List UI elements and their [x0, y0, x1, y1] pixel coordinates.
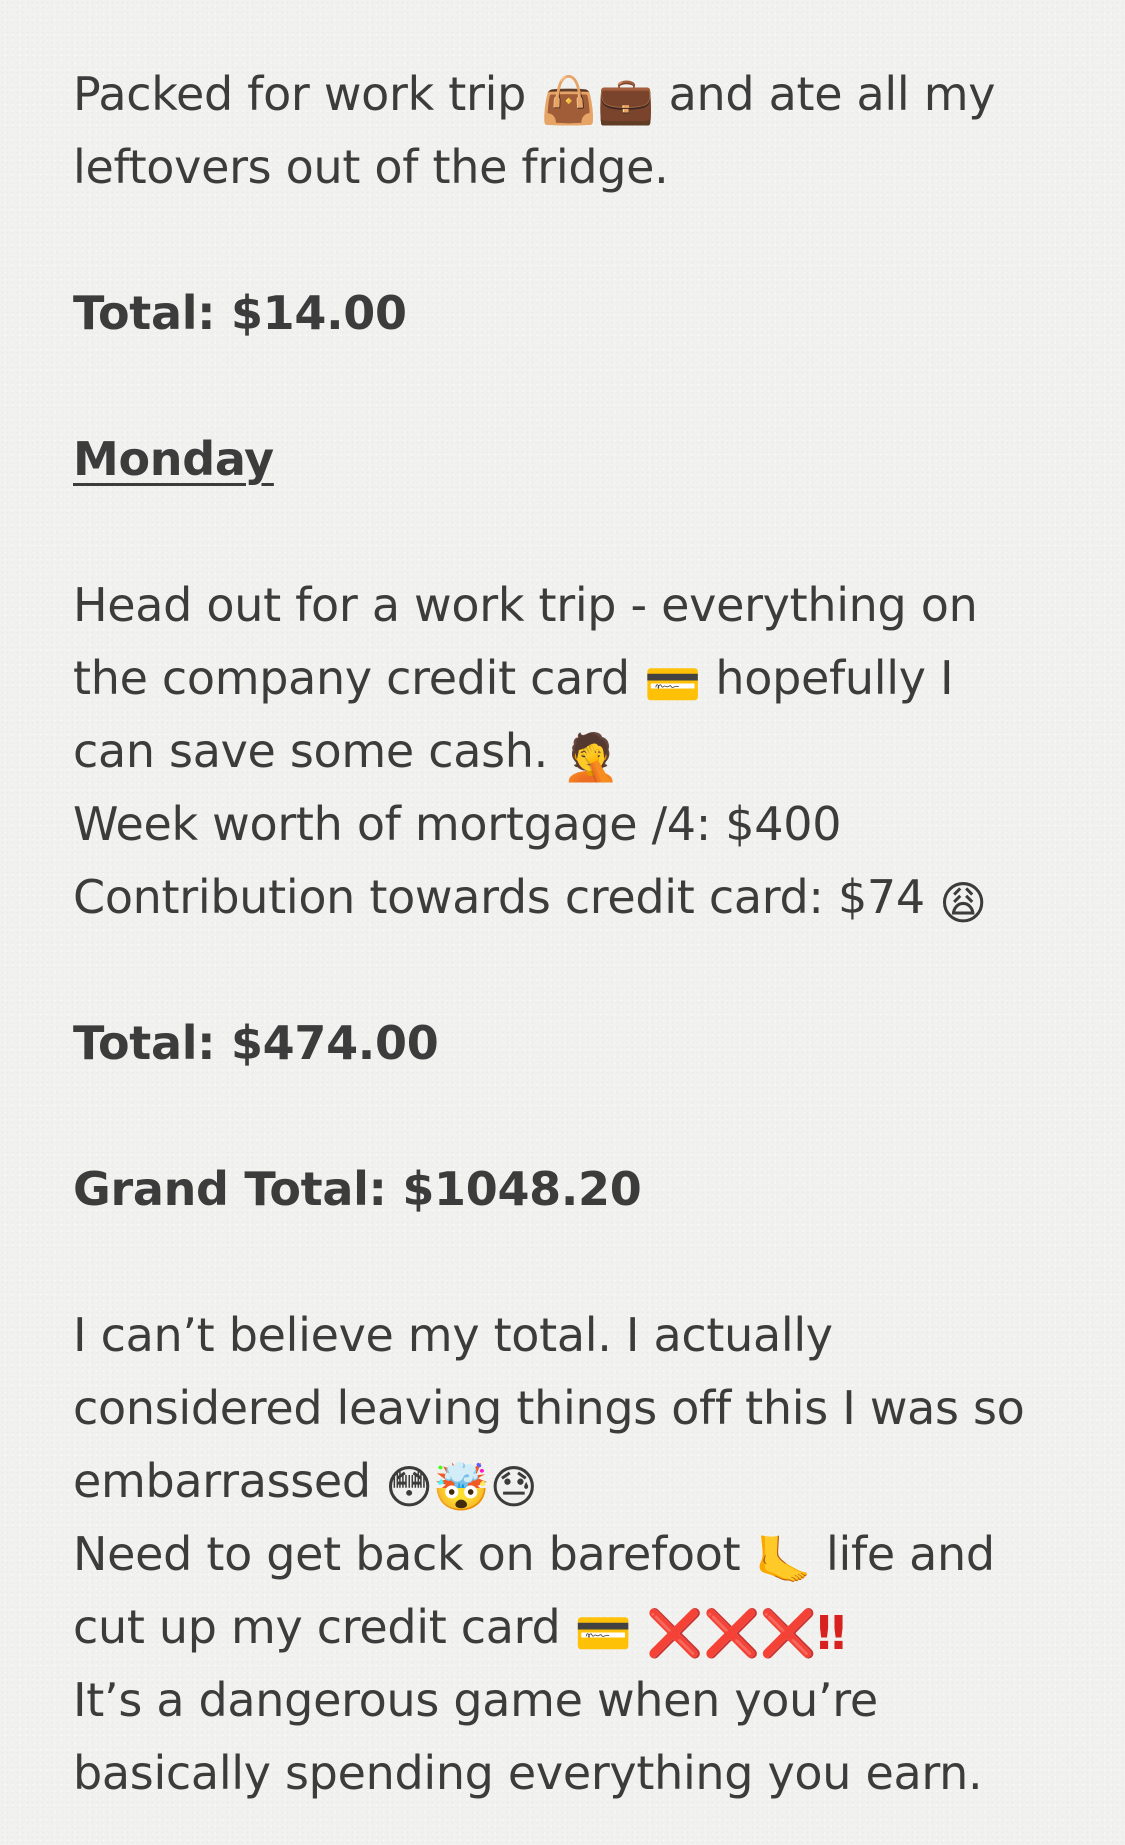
text-line	[73, 1591, 1073, 1664]
text-line	[73, 861, 1073, 934]
text-span: embarrassed	[73, 1454, 386, 1508]
text-span: and ate all my	[654, 67, 996, 121]
blank-line	[73, 496, 1073, 569]
text-span: the company credit card	[73, 651, 645, 705]
text-line: considered leaving things off this I was so	[73, 1381, 1025, 1435]
blank-line	[73, 1080, 1073, 1153]
text-span: life and	[811, 1527, 995, 1581]
foot-icon: 🦶	[754, 1533, 812, 1587]
text-line	[73, 58, 1073, 131]
text-line: Week worth of mortgage /4: $400	[73, 797, 842, 851]
total-line: Total: $14.00	[73, 286, 407, 340]
text-line: Head out for a work trip - everything on	[73, 578, 978, 632]
text-line: It’s a dangerous game when you’re	[73, 1673, 878, 1727]
double-exclamation-icon: ‼	[816, 1606, 846, 1660]
text-span: cut up my credit card	[73, 1600, 575, 1654]
text-span: can save some cash.	[73, 724, 563, 778]
text-line: I can’t believe my total. I actually	[73, 1308, 833, 1362]
text-line: leftovers out of the fridge.	[73, 140, 669, 194]
blank-line	[73, 934, 1073, 1007]
text-line	[73, 1518, 1073, 1591]
handbag-icon: 👜	[540, 73, 598, 127]
sweat-face-icon: 😓	[489, 1460, 538, 1514]
section-heading-line	[73, 423, 1073, 496]
blank-line	[73, 1226, 1073, 1299]
text-line: basically spending everything you earn.	[73, 1746, 983, 1800]
text-line	[73, 1445, 1073, 1518]
section-heading: Monday	[73, 432, 274, 486]
text-span: hopefully I	[701, 651, 954, 705]
exploding-head-icon: 🤯	[432, 1460, 490, 1514]
text-line	[73, 642, 1073, 715]
text-span: Need to get back on barefoot	[73, 1527, 755, 1581]
text-span: Contribution towards credit card: $74	[73, 870, 940, 924]
grand-total-line: Grand Total: $1048.20	[73, 1162, 642, 1216]
blank-line	[73, 350, 1073, 423]
briefcase-icon: 💼	[597, 73, 655, 127]
text-span: Packed for work trip	[73, 67, 541, 121]
note-body[interactable]	[73, 58, 1073, 1810]
credit-card-icon: 💳	[574, 1606, 632, 1660]
facepalm-icon: 🤦	[562, 730, 620, 784]
cross-mark-icon: ❌❌❌	[645, 1606, 817, 1660]
flushed-face-icon: 😳	[385, 1460, 433, 1514]
credit-card-icon: 💳	[644, 657, 702, 711]
total-line: Total: $474.00	[73, 1016, 439, 1070]
text-line	[73, 715, 1073, 788]
weary-face-icon: 😩	[939, 876, 987, 930]
blank-line	[73, 204, 1073, 277]
